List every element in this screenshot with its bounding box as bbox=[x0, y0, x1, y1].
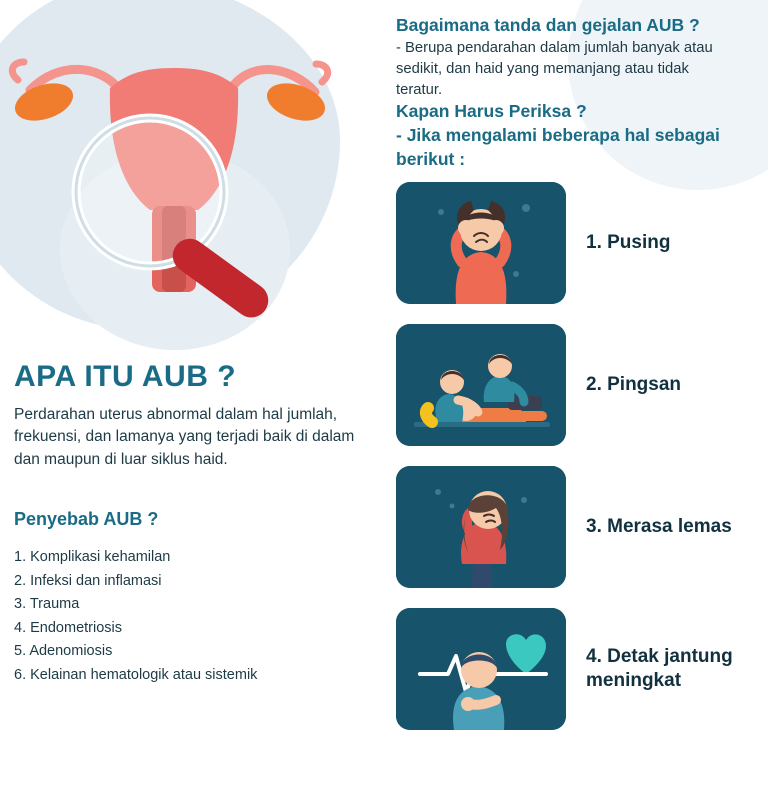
item-label: 2. Pingsan bbox=[586, 374, 682, 396]
item-label: 4. Detak jantung meningkat bbox=[586, 646, 733, 691]
answer-when-to-check: - Jika mengalami beberapa hal sebagai berikut : bbox=[396, 125, 720, 169]
list-item bbox=[396, 608, 768, 730]
causes-list bbox=[14, 546, 374, 687]
causes-title: Penyebab AUB ? bbox=[14, 509, 159, 530]
item-label: 3. Merasa lemas bbox=[586, 516, 732, 538]
item-label: 1. Pusing bbox=[586, 232, 671, 254]
uterus-magnifier-illustration bbox=[0, 10, 340, 330]
definition-text: Perdarahan uterus abnormal dalam hal jumlah, frekuensi, dan lamanya yang terjadi baik di dalam dan maupun di luar siklus haid. bbox=[14, 406, 355, 468]
list-item: 4. Endometriosis bbox=[14, 619, 122, 636]
list-item bbox=[396, 466, 768, 588]
symptom-items-list bbox=[396, 182, 768, 750]
list-item bbox=[396, 182, 768, 304]
left-text-block bbox=[14, 360, 374, 687]
page-title: APA ITU AUB ? bbox=[14, 360, 237, 393]
list-item: 6. Kelainan hematologik atau sistemik bbox=[14, 666, 258, 683]
list-item: 2. Infeksi dan inflamasi bbox=[14, 572, 162, 589]
fainting-person-icon bbox=[396, 324, 566, 446]
answer-symptoms: - Berupa pendarahan dalam jumlah banyak atau sedikit, dan haid yang memanjang atau tidak teratur. bbox=[396, 40, 713, 98]
weak-person-icon bbox=[396, 466, 566, 588]
heartbeat-icon bbox=[396, 608, 566, 730]
list-item: 3. Trauma bbox=[14, 596, 80, 613]
list-item: 1. Komplikasi kehamilan bbox=[14, 549, 171, 566]
right-column bbox=[396, 0, 768, 803]
dizzy-person-icon bbox=[396, 182, 566, 304]
list-item: 5. Adenomiosis bbox=[14, 643, 113, 660]
question-symptoms: Bagaimana tanda dan gejalan AUB ? bbox=[396, 15, 700, 35]
list-item bbox=[396, 324, 768, 446]
question-when-to-check: Kapan Harus Periksa ? bbox=[396, 101, 587, 121]
bottom-strip bbox=[0, 773, 768, 803]
